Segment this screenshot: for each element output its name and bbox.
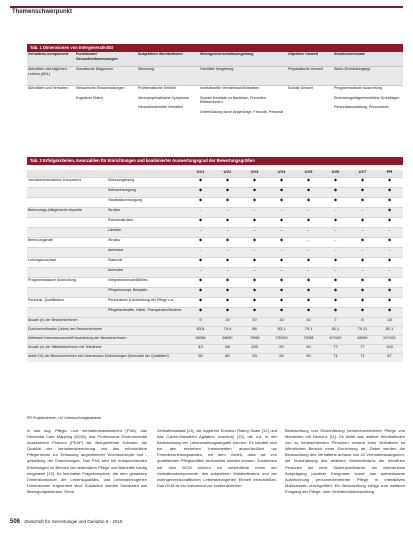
table2-item-label: Selbstversorgung — [107, 188, 187, 198]
table2-value: 60 — [214, 354, 241, 363]
table1-cell — [27, 67, 75, 86]
table2-value: ◆ — [214, 218, 241, 228]
table2-group-label: Leitungsprozesse — [27, 258, 107, 268]
table2-footnote: PR Projektrahmen, UV Untersuchungsvariante — [27, 416, 102, 420]
table2-value: – — [214, 248, 241, 258]
table2-value: ◆ — [322, 218, 349, 228]
table2-value: ◆ — [376, 298, 403, 308]
table2-column-header: UV3 — [241, 170, 268, 178]
table2-summary-row — [27, 354, 403, 363]
table2-item-label: Pflegefachkräfte, Helfer, Therapeuten/Anderer — [107, 308, 187, 318]
table2-row — [27, 258, 403, 268]
table2-item-label: Ambulant — [107, 248, 187, 258]
table2-value: ◆ — [268, 188, 295, 198]
table2 — [27, 170, 403, 362]
table2-value: ◆ — [295, 298, 322, 308]
table2-value: 69/95 — [349, 336, 376, 345]
table2-value: ◆ — [376, 208, 403, 218]
table2-value: 90 — [295, 345, 322, 354]
table2-header-row — [27, 170, 403, 178]
table2-value: 88 — [214, 345, 241, 354]
table1-header-row — [27, 52, 403, 67]
table2-value: – — [268, 268, 295, 278]
table1-cell — [27, 86, 75, 137]
table2-summary-row — [27, 318, 403, 327]
table2-value: ◆ — [187, 278, 214, 288]
table2-value: ◆ — [187, 198, 214, 208]
section-header-bar — [10, 6, 403, 19]
table1-cell-text: Familiäre Umgebung — [200, 67, 234, 71]
table2-value: 10 — [295, 318, 322, 327]
table2-column-header: UV5 — [295, 170, 322, 178]
table2-value: 43 — [187, 345, 214, 354]
table2-value: ◆ — [322, 298, 349, 308]
table2-group-label — [27, 218, 107, 228]
table2-group-label: Programmatische Ausrichtung — [27, 278, 107, 288]
table1-column-header: Verhaltens-komponente — [27, 52, 75, 67]
table2-value: ◆ — [376, 178, 403, 188]
table2-value: 82,1 — [376, 327, 403, 336]
table2-value: ◆ — [241, 278, 268, 288]
table2-row-label: Anzahl (n) der Bewohner/innen — [27, 318, 187, 327]
table2-value: ◆ — [214, 298, 241, 308]
table1-column-header: Objektive Umwelt — [287, 52, 333, 67]
table1-cell-text: Soziale Kontakte zu Nachbarn, Freunden, Mitbewohnern — [200, 95, 267, 105]
table2-value: ◆ — [322, 188, 349, 198]
table2-value: 83,8 — [187, 327, 214, 336]
table2-value: – — [295, 248, 322, 258]
table2-value: ◆ — [241, 238, 268, 248]
table1-cell-text: Stimmung — [138, 67, 155, 71]
table2-value: ◆ — [214, 308, 241, 318]
table2-group-label — [27, 198, 107, 208]
table2-value: – — [349, 228, 376, 238]
table1-cell-text: Soziale Umwelt — [288, 86, 313, 90]
page-footer — [10, 519, 122, 525]
table2-value: ◆ — [214, 188, 241, 198]
table2-value: – — [322, 238, 349, 248]
table2-column-header: UV2 — [214, 170, 241, 178]
table2-column-header: UV1 — [187, 170, 214, 178]
table2-value: 90 — [187, 354, 214, 363]
table2-row — [27, 288, 403, 298]
table2-value: ◆ — [349, 278, 376, 288]
table2-value: 83,1 — [268, 327, 295, 336]
table2-column-header — [27, 170, 107, 178]
table1-caption: Tab. 1 Dimensionen von Intergenerativität — [30, 45, 113, 50]
table2-value: 8 — [349, 318, 376, 327]
table2-value: – — [241, 268, 268, 278]
page-number: 506 — [10, 519, 21, 525]
table2-value: – — [187, 248, 214, 258]
table2-row — [27, 188, 403, 198]
table2-value: 77 — [349, 345, 376, 354]
table1-column-header: Wohngemeinschaftsumgebung — [199, 52, 287, 67]
table2-value: ◆ — [376, 288, 403, 298]
body-column-2: Verhaltensskala [13], die Apparent Emotion Rating Scale [12] und das Cohen-Mansfield Agitation Inventory [13], die u.a. in der Beobachtung der Lebenshaltungsangabe werden. Es handelt sich bei den einzelnen Instrumenten ausschließlich um Fremdbeurteilungsskalen, mit dem Vorteil, dass sie von qualifizierten Pflegekräften beobachtet werden können. Zusammen mit dem DCM können wir wesentliche Items der Verhaltenskomponente, des subjektiven Wohlbefindens und der wohngemeinschaftlichen Lebensbezogenen Einheit einschließen. Das DCM ist ein Instrument zur kontinuierlichen — [157, 428, 277, 488]
table2-row-label: Anteil (%) der Bewohner/innen mit Lebensraum-Einbindungen (Kennzahl der Qualitäten) — [27, 354, 187, 363]
table1-cell-text: Aktivitäten des täglichen Lebens (ADL) — [28, 67, 67, 76]
table2-value: ◆ — [187, 308, 214, 318]
table2-item-label: Struktur — [107, 238, 187, 248]
table2-value: ◆ — [268, 178, 295, 188]
table2-value: ◆ — [349, 218, 376, 228]
table2-value: 7 — [322, 318, 349, 327]
table1-cell-text: Sensorische Einschränkungen — [76, 86, 125, 90]
table2-item-label: Ambulant — [107, 268, 187, 278]
table2-row — [27, 278, 403, 288]
table1-cell-text: Einrichtungsträger/rechtliche Grundlagen — [334, 95, 400, 100]
table2-value: ◆ — [268, 278, 295, 288]
table1-cell — [333, 86, 403, 137]
table2-value: 67 — [376, 354, 403, 363]
table2-value: ◆ — [268, 218, 295, 228]
table2-value: ◆ — [214, 238, 241, 248]
table2-item-label: Integrationsmodell/Milieu — [107, 278, 187, 288]
table2-value: ◆ — [295, 218, 322, 228]
table2-value: – — [241, 228, 268, 238]
table1-cell-text: Unterstützung durch Angehörige, Freunde, Personal — [200, 109, 284, 114]
table2-value: ◆ — [349, 188, 376, 198]
table2-group-label: Verhalten/Interaktion/ Kompetenz — [27, 178, 107, 188]
table2-summary-row — [27, 327, 403, 336]
table2-value: ◆ — [322, 258, 349, 268]
table2-value: ◆ — [349, 288, 376, 298]
table2-value: – — [349, 208, 376, 218]
table2-item-label: Personalmix & Ausbildung der Pflege u.a. — [107, 298, 187, 308]
table2-value: ◆ — [349, 198, 376, 208]
table1-cell — [137, 67, 199, 86]
table2-value: ◆ — [295, 178, 322, 188]
table2-group-label: Betreuungsrolle — [27, 238, 107, 248]
table1-row — [27, 86, 403, 137]
table2-column-header: UV6 — [322, 170, 349, 178]
table2-value: ◆ — [322, 308, 349, 318]
table2-group-label — [27, 288, 107, 298]
table2-item-label: Ländlich — [107, 228, 187, 238]
table2-value: ◆ — [295, 288, 322, 298]
table2-value: ◆ — [322, 288, 349, 298]
table2-group-label — [27, 228, 107, 238]
table2-value: 79/95 — [241, 336, 268, 345]
table2-summary-row — [27, 336, 403, 345]
table2-value: – — [241, 208, 268, 218]
table2-value: ◆ — [349, 178, 376, 188]
table2-value: ◆ — [322, 278, 349, 288]
table2-value: – — [322, 248, 349, 258]
table2-value: 93 — [241, 354, 268, 363]
table2-value: – — [349, 268, 376, 278]
table2-value: 79,1 — [295, 327, 322, 336]
table2-column-header: UV7 — [349, 170, 376, 178]
table2-value: ◆ — [349, 298, 376, 308]
table2-row-label: Mittelwert Interessenskreis/Entscheidung der Bewohner/innen — [27, 336, 187, 345]
table1-body — [27, 67, 403, 137]
table2-item-label: Rahmenstruktur — [107, 218, 187, 228]
table2-value: 10 — [214, 318, 241, 327]
table1-cell — [199, 86, 287, 137]
journal-name: Zeitschrift für Gerontologie und Geriatrie 6 · 2010 — [24, 519, 123, 524]
table1-column-header: Subjektives Wohlbefinden — [137, 52, 199, 67]
table2-item-label: Stationär — [107, 258, 187, 268]
table2-row-label: Durchschnittsalter (Jahre) der Bewohner/innen — [27, 327, 187, 336]
table2-value: ◆ — [214, 288, 241, 298]
table2-value: 81,1 — [322, 327, 349, 336]
table2-value: 18 — [376, 318, 403, 327]
table2-value: ◆ — [241, 188, 268, 198]
table1-cell — [287, 86, 333, 137]
table1-cell-text: Programmatische Ausrichtung — [334, 86, 382, 90]
table2-body — [27, 178, 403, 363]
table2-value: 10 — [268, 318, 295, 327]
table2-value: ◆ — [187, 288, 214, 298]
table2-value: – — [268, 228, 295, 238]
table2-value: 90 — [295, 354, 322, 363]
table2-value: 68/90 — [214, 336, 241, 345]
table2-value: – — [214, 268, 241, 278]
table2-value: ◆ — [349, 258, 376, 268]
table2-value: ◆ — [241, 258, 268, 268]
table2-value: ◆ — [376, 238, 403, 248]
table1-cell — [75, 67, 137, 86]
table2-value: ◆ — [241, 288, 268, 298]
table2-value: ◆ — [295, 308, 322, 318]
table2-value: ◆ — [214, 178, 241, 188]
table2-group-label: Betreuungs-/pflegerische Aspekte — [27, 208, 107, 218]
table1-cell-text: Kognitiver Status — [76, 95, 104, 100]
table1-cell — [333, 67, 403, 86]
table2-value: – — [295, 238, 322, 248]
table2-value: 77 — [322, 345, 349, 354]
table2-value: – — [376, 268, 403, 278]
table2-value: ◆ — [322, 198, 349, 208]
table2-value: ◆ — [187, 298, 214, 308]
table2-value: 86 — [241, 327, 268, 336]
table1-cell — [287, 67, 333, 86]
table2-value: ◆ — [349, 238, 376, 248]
table2-group-label — [27, 248, 107, 258]
table2-value: ◆ — [376, 218, 403, 228]
table2-value: 9 — [187, 318, 214, 327]
table2-group-label — [27, 268, 107, 278]
table2-value: ◆ — [295, 188, 322, 198]
table2-value: – — [187, 228, 214, 238]
table2-item-label: Haushaltsversorgung — [107, 198, 187, 208]
table2-value: ◆ — [268, 288, 295, 298]
table1-cell — [75, 86, 137, 137]
table2-value: – — [295, 228, 322, 238]
table2-value: 73/100 — [268, 336, 295, 345]
table2-value: 79,11 — [349, 327, 376, 336]
body-column-1: In das sog. Pflege- und Verhaltensassessment (PVA), das Dementia Care Mapping (DCM), das Professional Environmental Assessment Protocol (PEAP) als übergreifende Kriterien, die Qualität der Verhaltensberichtung und das erforderliche Pflegeniveau zur Erfassung abgestimmter Wohnkonzepte und -gestaltung der Einrichtungen. Das PVA wird bei entsprechenden Erhebungen im Bereich der stationären Pflege und Altenhilfe häufig eingesetzt [13]. Es beinhaltet Fragekomplexe, die dem gesamten Dimensionsraum der Lebensqualitäts- und Lebensbezogenen Dimensionen zugeordnet sind. Zusätzlich werden Subskalen wie Bewegungstoleranz, Ruhe- — [27, 428, 147, 494]
table2-value: ◆ — [322, 178, 349, 188]
table2-value: – — [214, 208, 241, 218]
table2-value: 67/100 — [322, 336, 349, 345]
table2-value: ◆ — [349, 308, 376, 318]
table1-cell-text: Neuropsychiatrische Symptome — [138, 95, 189, 100]
table2-value: 79,4 — [214, 327, 241, 336]
table2-group-label: Personal, Qualifikation — [27, 298, 107, 308]
table2-value: – — [187, 268, 214, 278]
table2-value: – — [268, 248, 295, 258]
table2-value: ◆ — [295, 258, 322, 268]
table2-value: 90 — [268, 345, 295, 354]
table2-row — [27, 308, 403, 318]
body-column-3: Beobachtung und Einschätzung personenzentrierter Pflege von Menschen mit Demenz [11]. Es bildet das relative Wohlbefinden von zu beobachtenden Personen anhand ihres Verhaltens im öffentlichen Bereich einer Einrichtung ab. Dabei werden die Beobachtung des Verhaltens anhand von 24 Verhaltenskategorien, die Einschätzung des relativen Wohlbefindens der einzelnen Personen auf einer Skalenpunktwerte, die unterdrückte Ausprägung positiver Ereignisse sowie das aufmerksame Aufzeichnung personenzentrierter Pflege in interaktiven Maßnahmen durchgeführt. Ein Beobachtung erfolgt zum weiteren Fortgang der Pflege- oder Verhaltensbeobachtung — [285, 428, 405, 494]
table2-value: 100 — [241, 345, 268, 354]
table1-cell-text: Herausforderndes Verhalten — [138, 105, 183, 110]
table2-value: ◆ — [241, 178, 268, 188]
table2-value: – — [214, 228, 241, 238]
table2-value: – — [376, 228, 403, 238]
table2-value: ◆ — [376, 258, 403, 268]
section-title: Themenschwerpunkt — [12, 9, 73, 15]
table2-value: 100 — [376, 345, 403, 354]
table2-column-header: UV4 — [268, 170, 295, 178]
table2-summary-row — [27, 345, 403, 354]
table2-row-label: Anzahl (n) der Mitarbeiter/innen mit Teilnahme — [27, 345, 187, 354]
table2-value: – — [295, 208, 322, 218]
table2-value: ◆ — [214, 198, 241, 208]
table2-caption-bar — [27, 157, 403, 165]
table2-value: ◆ — [214, 258, 241, 268]
table1-cell — [137, 86, 199, 137]
table1-column-header: Strukturmerkmale — [333, 52, 403, 67]
table2-caption: Tab. 2 Erfolgskriterien, Kennzahlen für Einrichtungen und kombinierter Auswertungsgrad der Bewertungsgrößen — [30, 158, 255, 163]
table2-value: – — [268, 208, 295, 218]
table2-value: 10 — [241, 318, 268, 327]
table2-value: ◆ — [241, 198, 268, 208]
table2-value: – — [322, 208, 349, 218]
table1-cell-text: Aktivitäten und Verhalten — [28, 86, 68, 90]
table2-row — [27, 198, 403, 208]
table1-cell-text: Somatische Diagnosen — [76, 67, 113, 71]
table2-value: 71 — [322, 354, 349, 363]
table2-row — [27, 238, 403, 248]
table2-row — [27, 228, 403, 238]
table2-value: – — [322, 268, 349, 278]
table2-row — [27, 298, 403, 308]
table1-cell-text: Physikalische Umwelt — [288, 67, 323, 71]
table2-value: ◆ — [268, 198, 295, 208]
table1-column-header: Funktionale/ Gesundheitsmessungen — [75, 52, 137, 67]
table2-value: ◆ — [268, 298, 295, 308]
table2-value: – — [376, 248, 403, 258]
table2-value: ◆ — [376, 278, 403, 288]
table2-value: ◆ — [187, 258, 214, 268]
table1-cell-text: Institutionelle Verhältnisse/Aktivitäten — [200, 86, 260, 90]
table2-value: ◆ — [187, 188, 214, 198]
table2-value: ◆ — [268, 258, 295, 268]
table1-cell-text: Problematische Gefühle — [138, 86, 177, 90]
table1-cell — [199, 67, 287, 86]
table2-value: – — [187, 208, 214, 218]
table2-value: 80/98 — [187, 336, 214, 345]
table1-cell-text: Personalausstattung, Personalmix — [334, 105, 389, 110]
table2-value: ◆ — [268, 308, 295, 318]
table2-value: ◆ — [187, 238, 214, 248]
table2-value: ◆ — [376, 198, 403, 208]
table1 — [27, 52, 403, 136]
table2-value: ◆ — [376, 308, 403, 318]
table2-item-label: Pflegekonzept, Beispiele — [107, 288, 187, 298]
table2-value: ◆ — [241, 298, 268, 308]
table2-value: ◆ — [187, 178, 214, 188]
table2-value: 71 — [349, 354, 376, 363]
table2-value: – — [349, 248, 376, 258]
table2-value: ◆ — [241, 218, 268, 228]
table2-group-label — [27, 188, 107, 198]
table2-column-header — [107, 170, 187, 178]
table2-value: ◆ — [268, 238, 295, 248]
table2-value: 70/98 — [295, 336, 322, 345]
table2-row — [27, 218, 403, 228]
table2-row — [27, 248, 403, 258]
table2-item-label: Wohnumgebung — [107, 178, 187, 188]
table2-item-label: Struktur — [107, 208, 187, 218]
table2-row — [27, 268, 403, 278]
table2-value: ◆ — [241, 308, 268, 318]
table2-value: ◆ — [376, 188, 403, 198]
table1-cell-text: Wohn-/Einrichtungstyp — [334, 67, 371, 71]
table2-value: – — [295, 268, 322, 278]
table2-value: ◆ — [295, 278, 322, 288]
table2-row — [27, 178, 403, 188]
table2-value: 57/100 — [376, 336, 403, 345]
table2-column-header: PR — [376, 170, 403, 178]
table2-value: ◆ — [187, 218, 214, 228]
table2-row — [27, 208, 403, 218]
table2-value: ◆ — [214, 278, 241, 288]
table2-value: ◆ — [295, 198, 322, 208]
table2-group-label — [27, 308, 107, 318]
table2-value: – — [322, 228, 349, 238]
table2-value: 90 — [268, 354, 295, 363]
table2-value: – — [241, 248, 268, 258]
table1-caption-bar — [27, 44, 403, 52]
table1-row — [27, 67, 403, 86]
